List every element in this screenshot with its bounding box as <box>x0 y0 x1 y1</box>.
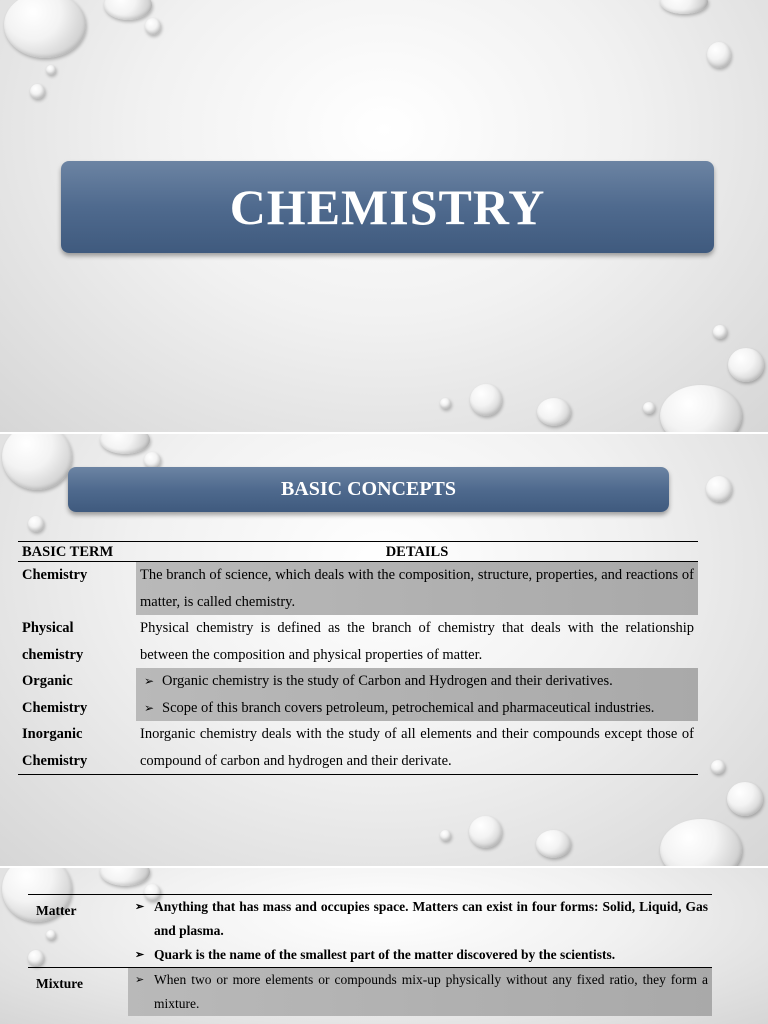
matter-slide <box>0 868 768 1024</box>
section-banner <box>68 467 669 512</box>
table-row <box>28 895 712 944</box>
detail-cell <box>136 668 698 721</box>
table-header-row <box>18 542 698 562</box>
detail-cell: The branch of science, which deals with the composition, structure, properties, and reactions of matter, is called chemistry. <box>136 562 698 616</box>
table-row <box>18 721 698 775</box>
water-drop-decoration <box>145 18 161 35</box>
water-drop-decoration <box>536 830 571 858</box>
water-drop-decoration <box>706 476 732 502</box>
water-drop-decoration <box>100 868 150 886</box>
basic-concepts-slide <box>0 434 768 866</box>
slide-title: CHEMISTRY <box>229 179 546 235</box>
water-drop-decoration <box>30 84 45 99</box>
bullet-item: ➢ Quark is the name of the smallest part of the matter discovered by the scientists. <box>132 943 708 967</box>
term-cell: Chemistry <box>22 567 88 583</box>
term-cell: Inorganic Chemistry <box>18 721 136 775</box>
water-drop-decoration <box>727 782 763 816</box>
detail-cell: Physical chemistry is defined as the branch of chemistry that deals with the relationship between the composition and physical properties of matter. <box>140 620 694 663</box>
title-slide <box>0 0 768 432</box>
water-drop-decoration <box>4 0 86 58</box>
table-row <box>18 615 698 668</box>
water-drop-decoration <box>707 42 731 68</box>
table-row <box>18 668 698 721</box>
water-drop-decoration <box>537 398 571 426</box>
water-drop-decoration <box>713 325 727 339</box>
water-drop-decoration <box>440 830 451 841</box>
concepts-table <box>18 541 698 775</box>
detail-cell: Inorganic chemistry deals with the study of all elements and their compounds except those of compound of carbon and hydrogen and their derivate. <box>136 721 698 775</box>
column-header-details: DETAILS <box>136 542 698 562</box>
water-drop-decoration <box>469 816 502 848</box>
table-row <box>18 562 698 616</box>
table-row <box>28 968 712 1017</box>
bullet-item: ➢ Scope of this branch covers petroleum, petrochemical and pharmaceutical industries. <box>140 695 694 722</box>
table-row <box>28 943 712 968</box>
detail-cell <box>128 943 712 968</box>
bullet-item: ➢ When two or more elements or compounds mix-up physically without any fixed ratio, they form a mixture. <box>132 968 708 1016</box>
detail-cell <box>128 895 712 944</box>
water-drop-decoration <box>660 0 708 14</box>
section-heading: BASIC CONCEPTS <box>280 478 457 500</box>
term-cell: Matter <box>28 895 128 968</box>
water-drop-decoration <box>660 819 742 866</box>
water-drop-decoration <box>440 398 451 409</box>
term-cell: Physical chemistry <box>22 620 84 663</box>
detail-cell <box>128 968 712 1017</box>
water-drop-decoration <box>46 65 56 75</box>
column-header-term: BASIC TERM <box>18 542 136 562</box>
term-cell: Mixture <box>28 968 128 1017</box>
bullet-item: ➢ Anything that has mass and occupies space. Matters can exist in four forms: Solid, Liquid, Gas and plasma. <box>132 895 708 943</box>
water-drop-decoration <box>28 516 44 532</box>
water-drop-decoration <box>104 0 152 20</box>
title-banner <box>61 161 714 253</box>
matter-table <box>28 894 712 1016</box>
water-drop-decoration <box>728 348 764 382</box>
water-drop-decoration <box>660 385 742 432</box>
water-drop-decoration <box>470 384 502 416</box>
water-drop-decoration <box>100 434 150 454</box>
water-drop-decoration <box>643 402 655 414</box>
bullet-item: ➢ Organic chemistry is the study of Carbon and Hydrogen and their derivatives. <box>140 668 694 695</box>
water-drop-decoration <box>711 760 725 774</box>
term-cell: Organic Chemistry <box>22 673 88 716</box>
water-drop-decoration <box>2 434 72 490</box>
